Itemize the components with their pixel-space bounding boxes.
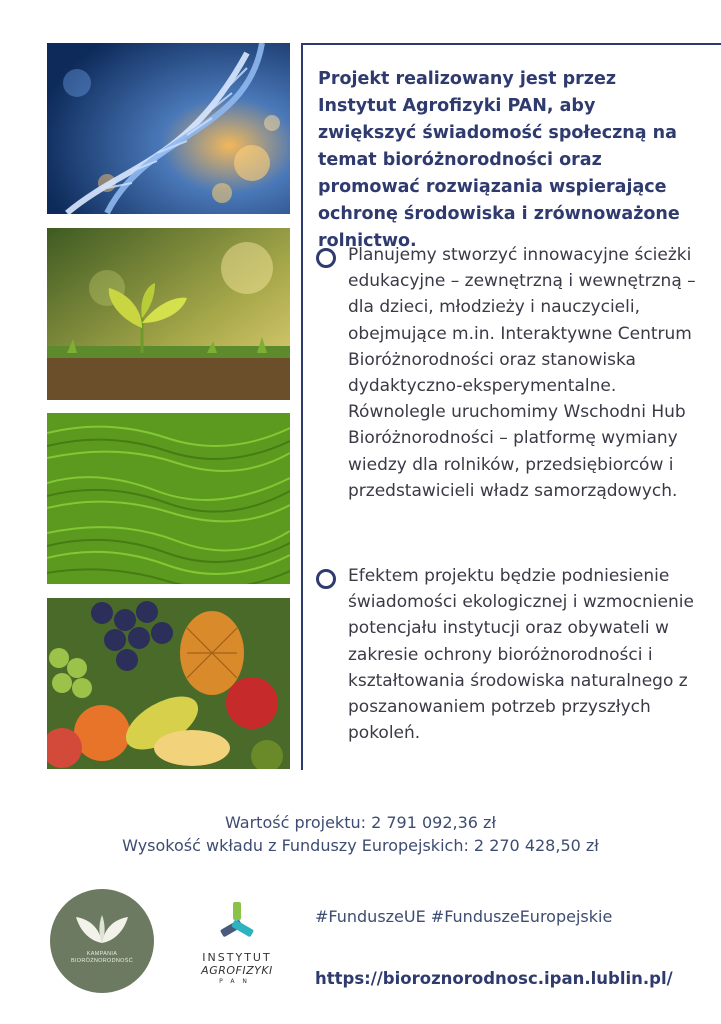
leaves-icon [72,911,132,951]
bullet-item-education [316,242,706,504]
photo-dna-helix [47,43,290,214]
bullet-item-effect [316,563,706,746]
circle-bullet-icon [316,248,336,268]
campaign-logo [50,889,154,993]
institute-logo-line3: PAN [219,978,255,985]
photo-fruits [47,598,290,769]
frame-top-border [301,43,721,45]
institute-emblem-icon [212,902,262,946]
hashtags: #FunduszeUE #FunduszeEuropejskie [315,907,613,926]
eu-contribution: Wysokość wkładu z Funduszy Europejskich: 2 270 428,50 zł [122,836,599,855]
photo-seedling [47,228,290,400]
bullet-text: Efektem projektu będzie podniesienie świadomości ekologicznej i wzmocnienie potencjału instytucji oraz obywateli w zakresie ochrony bioróżnorodności i kształtowania środowiska naturalnego z poszanowaniem potrzeb przyszłych pokoleń. [348,566,694,744]
project-value: Wartość projektu: 2 791 092,36 zł [225,813,496,832]
institute-logo [184,902,290,992]
bullet-text: Planujemy stworzyć innowacyjne ścieżki edukacyjne – zewnętrzną i wewnętrzną – dla dzieci, młodzieży i nauczycieli, obejmujące m.in. Interaktywne Centrum Bioróżnorodności oraz stanowiska dydaktyczno-eksperymentalne. Równolegle uruchomimy Wschodni Hub Bioróżnorodności – platformę wymiany wiedzy dla rolników, przedsiębiorców i przedstawicieli władz samorządowych. [348,245,696,501]
campaign-logo-line2: BIORÓŻNORODNOŚĆ [71,958,133,964]
institute-logo-line1: INSTYTUT [202,951,272,964]
intro-paragraph: Projekt realizowany jest przez Instytut Agrofizyki PAN, aby zwiększyć świadomość społeczną na temat bioróżnorodności oraz promować rozwiązania wspierające ochronę środowiska i zrównoważone rolnictwo. [318,69,680,251]
frame-left-border [301,43,303,770]
circle-bullet-icon [316,569,336,589]
website-link[interactable]: https://bioroznorodnosc.ipan.lublin.pl/ [315,969,673,988]
campaign-logo-line1: KAMPANIA [86,951,118,957]
institute-logo-line2: AGROFIZYKI [201,964,273,977]
photo-green-moss [47,413,290,584]
